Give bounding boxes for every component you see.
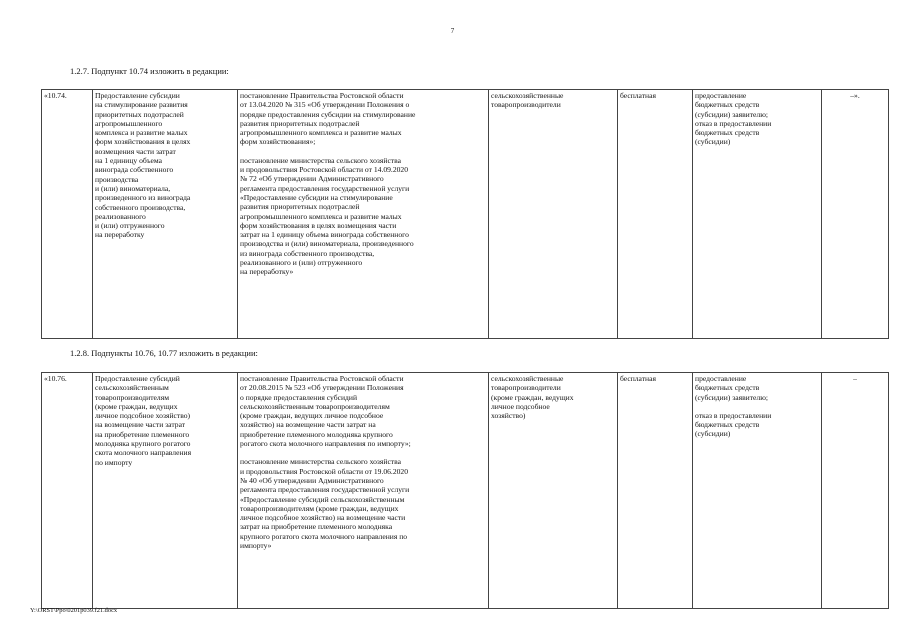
recipients-cell xyxy=(489,373,618,609)
text-line: скота молочного направления xyxy=(95,448,192,458)
text-line: товаропроизводителям (кроме граждан, ведущих xyxy=(240,503,399,513)
text-line: затрат на приобретение племенного молодняка xyxy=(240,522,393,532)
text-line: и продовольствия Ростовской области от 19.06.2020 xyxy=(240,466,409,476)
text-line: отказ в предоставлении xyxy=(695,410,772,420)
text-line: реализованного и (или) отгруженного xyxy=(240,258,363,268)
text-line: «Предоставление субсидий сельскохозяйственным xyxy=(240,494,405,504)
text-line: от 13.04.2020 № 315 «Об утверждении Положения о xyxy=(240,100,410,110)
service-name-cell xyxy=(93,90,238,339)
table-row xyxy=(42,373,889,609)
table-10-76 xyxy=(41,372,889,609)
text-line: «Предоставление субсидии на стимулирование xyxy=(240,192,393,202)
text-line: постановление Правительства Ростовской области xyxy=(240,91,404,100)
text-line: личное подсобное xyxy=(491,401,550,411)
text-line: регламента предоставления государственной услуги xyxy=(240,485,410,495)
text-line: № 40 «Об утверждении Административного xyxy=(240,475,384,485)
text-line: молодняка крупного рогатого xyxy=(95,439,191,449)
closing-cell: – xyxy=(822,373,889,609)
text-line: импорту» xyxy=(240,541,272,551)
recipients-cell xyxy=(489,90,618,339)
paragraph-gap xyxy=(695,402,819,411)
text-line: личное подсобное хозяйство) xyxy=(95,411,191,421)
text-line: (субсидии) заявителю; xyxy=(695,392,768,402)
service-name-cell xyxy=(93,373,238,609)
text-line: постановление Правительства Ростовской области xyxy=(240,374,404,383)
text-line: (кроме граждан, ведущих xyxy=(95,401,178,411)
file-path-footer: Y:\ORST\Ppo\0201p039.f21.docx xyxy=(30,607,118,614)
result-cell xyxy=(693,90,822,339)
text-line: агропромышленного комплекса и развитие малых xyxy=(240,128,402,138)
text-line: винограда собственного xyxy=(95,165,174,175)
text-line: на стимулирование развития xyxy=(95,100,188,110)
paragraph-1-2-8: 1.2.8. Подпункты 10.76, 10.77 изложить в редакции: xyxy=(70,348,258,358)
text-line: форм хозяйствования в целях xyxy=(95,137,191,147)
text-line: бюджетных средств xyxy=(695,383,760,393)
text-line: развития приоритетных подотраслей xyxy=(240,118,360,128)
text-line: бюджетных средств xyxy=(695,100,760,110)
text-line: форм хозяйствования в целях возмещения части xyxy=(240,220,397,230)
text-line: о порядке предоставления субсидий xyxy=(240,392,358,402)
table-row xyxy=(42,90,889,339)
text-line: на переработку xyxy=(95,230,145,240)
text-line: (кроме граждан, ведущих личное подсобное xyxy=(240,411,384,421)
text-line: по импорту xyxy=(95,457,133,467)
text-line: сельскохозяйственным xyxy=(95,383,169,393)
text-line: бюджетных средств xyxy=(695,420,760,430)
text-line: товаропроизводители xyxy=(491,383,561,393)
text-line: Предоставление субсидий xyxy=(95,374,180,383)
text-line: сельскохозяйственным товаропроизводителям xyxy=(240,401,390,411)
text-line: (субсидии) xyxy=(695,137,731,147)
text-line: товаропроизводители xyxy=(491,100,561,110)
text-line: порядке предоставления субсидии на стимулирование xyxy=(240,109,416,119)
text-line: развития приоритетных подотраслей xyxy=(240,202,360,212)
text-line: из винограда собственного производства, xyxy=(240,248,375,258)
text-line: хозяйство) на возмещение части затрат на xyxy=(240,420,376,430)
row-number-cell: «10.74. xyxy=(42,90,93,339)
text-line: предоставление xyxy=(695,91,747,100)
text-line: и (или) виноматериала, xyxy=(95,183,171,193)
text-line: Предоставление субсидии xyxy=(95,91,180,100)
paragraph-1-2-7: 1.2.7. Подпункт 10.74 изложить в редакции: xyxy=(70,66,229,76)
text-line: производства xyxy=(95,174,139,184)
text-line: (субсидии) xyxy=(695,429,731,439)
paragraph-gap xyxy=(240,448,486,457)
closing-cell: –». xyxy=(822,90,889,339)
table-10-74 xyxy=(41,89,889,339)
legal-basis-cell xyxy=(238,373,489,609)
text-line: производства и (или) виноматериала, произведенного xyxy=(240,239,414,249)
legal-basis-cell xyxy=(238,90,489,339)
page-number: 7 xyxy=(450,27,455,35)
text-line: реализованного xyxy=(95,211,146,221)
text-line: постановление министерства сельского хозяйства xyxy=(240,155,401,165)
text-line: регламента предоставления государственной услуги xyxy=(240,183,410,193)
text-line: (кроме граждан, ведущих xyxy=(491,392,574,402)
result-cell xyxy=(693,373,822,609)
text-line: (субсидии) заявителю; xyxy=(695,109,768,119)
paragraph-gap xyxy=(240,147,486,156)
text-line: отказ в предоставлении xyxy=(695,118,772,128)
text-line: на возмещение части затрат xyxy=(95,420,186,430)
text-line: рогатого скота молочного направления по импорту»; xyxy=(240,439,411,449)
text-line: форм хозяйствования»; xyxy=(240,137,316,147)
text-line: на переработку» xyxy=(240,267,294,277)
payment-cell: бесплатная xyxy=(618,373,693,609)
text-line: приобретение племенного молодняка крупного xyxy=(240,429,393,439)
text-line: хозяйство) xyxy=(491,411,526,421)
text-line: собственного производства, xyxy=(95,202,186,212)
text-line: сельскохозяйственные xyxy=(491,91,564,100)
text-line: сельскохозяйственные xyxy=(491,374,564,383)
text-line: № 72 «Об утверждении Административного xyxy=(240,174,384,184)
text-line: комплекса и развитие малых xyxy=(95,128,188,138)
text-line: и продовольствия Ростовской области от 14.09.2020 xyxy=(240,165,409,175)
text-line: предоставление xyxy=(695,374,747,383)
text-line: затрат на 1 единицу объема винограда собственного xyxy=(240,230,409,240)
text-line: произведенного из винограда xyxy=(95,193,191,203)
text-line: постановление министерства сельского хозяйства xyxy=(240,457,401,467)
text-line: агропромышленного комплекса и развитие малых xyxy=(240,211,402,221)
text-line: бюджетных средств xyxy=(695,128,760,138)
text-line: возмещения части затрат xyxy=(95,146,176,156)
text-line: и (или) отгруженного xyxy=(95,221,165,231)
text-line: товаропроизводителям xyxy=(95,392,170,402)
row-number-cell: «10.76. xyxy=(42,373,93,609)
text-line: личное подсобное хозяйство) на возмещение части xyxy=(240,513,406,523)
text-line: от 20.08.2015 № 523 «Об утверждении Положения xyxy=(240,383,404,393)
text-line: крупного рогатого скота молочного направления по xyxy=(240,531,408,541)
text-line: на 1 единицу объема xyxy=(95,156,163,166)
text-line: агропромышленного xyxy=(95,118,163,128)
text-line: приоритетных подотраслей xyxy=(95,109,184,119)
payment-cell: бесплатная xyxy=(618,90,693,339)
text-line: на приобретение племенного xyxy=(95,429,190,439)
